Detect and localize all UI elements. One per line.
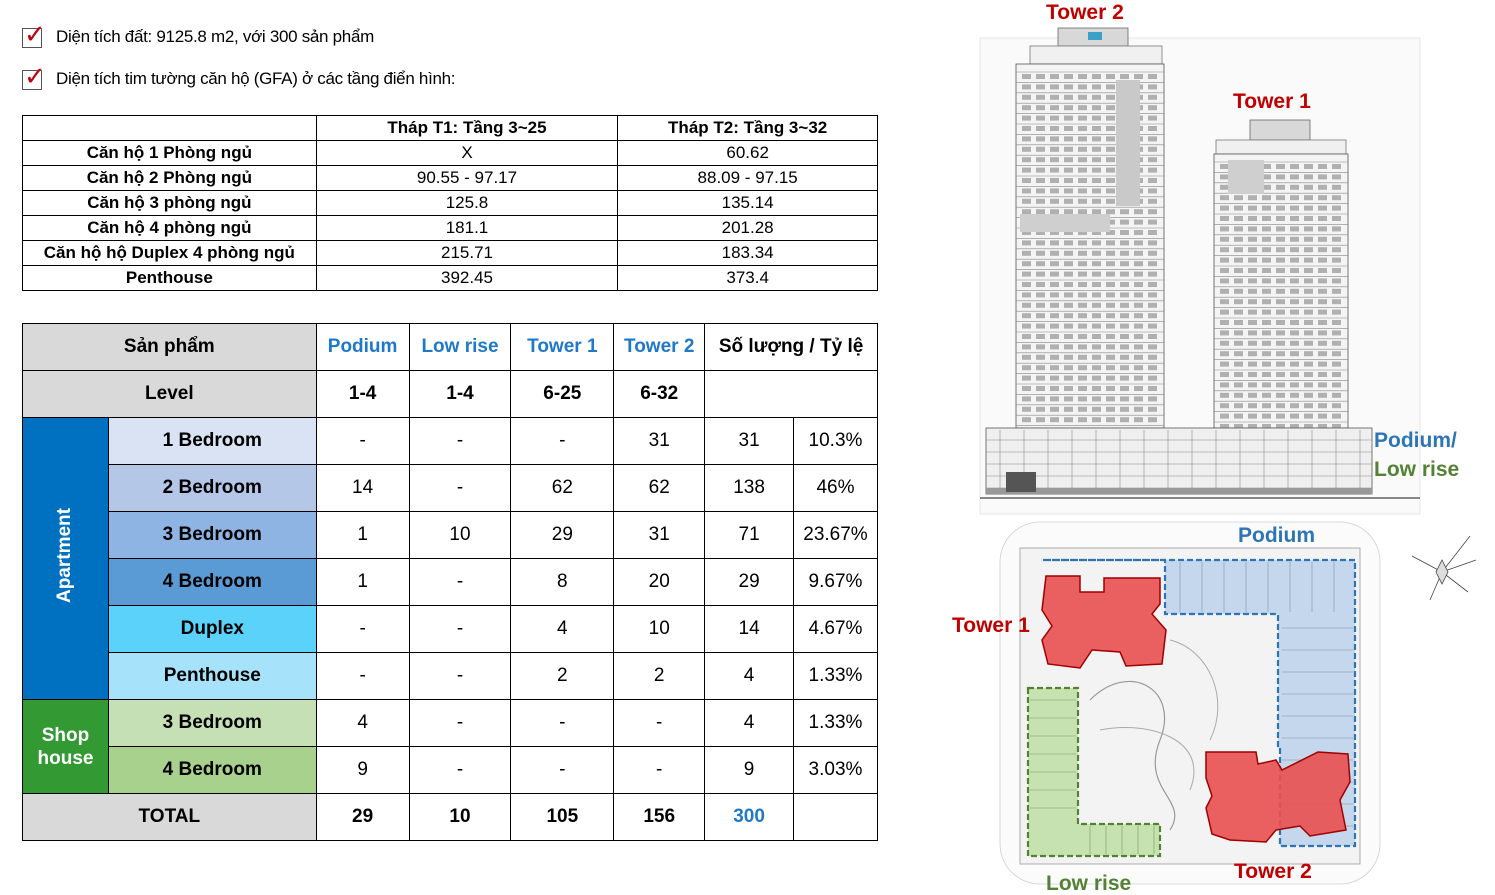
product-cell-qty: 4 xyxy=(705,653,794,700)
product-cell-lowrise: - xyxy=(409,418,511,465)
gfa-row-label: Căn hộ hộ Duplex 4 phòng ngủ xyxy=(23,241,317,266)
product-row xyxy=(23,465,878,512)
land-area-text: Diện tích đất: 9125.8 m2, với 300 sản phẩm xyxy=(56,27,374,46)
product-type-cell: 4 Bedroom xyxy=(108,747,316,794)
product-row xyxy=(23,700,878,747)
level-lowrise: 1-4 xyxy=(409,371,511,418)
gfa-cell: 125.8 xyxy=(316,191,618,216)
checkbox-tick-icon: ✓ xyxy=(24,62,46,92)
gfa-cell: 373.4 xyxy=(618,266,878,291)
product-cell-podium: - xyxy=(316,418,409,465)
gfa-row-label: Penthouse xyxy=(23,266,317,291)
product-cell-tower1: 4 xyxy=(511,606,614,653)
gfa-bullet xyxy=(22,62,456,92)
product-cell-podium: - xyxy=(316,653,409,700)
product-cell-pct: 3.03% xyxy=(793,747,877,794)
gfa-cell: 215.71 xyxy=(316,241,618,266)
total-quantity: 300 xyxy=(705,794,794,841)
product-cell-lowrise: - xyxy=(409,653,511,700)
group-shophouse-text: Shop house xyxy=(37,724,94,769)
group-apartment xyxy=(23,418,109,700)
product-cell-tower2: 31 xyxy=(614,418,705,465)
gfa-cell: 201.28 xyxy=(618,216,878,241)
product-type-cell: 1 Bedroom xyxy=(108,418,316,465)
product-cell-qty: 4 xyxy=(705,700,794,747)
gfa-header-t2: Tháp T2: Tầng 3~32 xyxy=(618,116,878,141)
elevation-tower1-label: Tower 1 xyxy=(1233,90,1311,113)
gfa-row xyxy=(23,166,878,191)
product-row xyxy=(23,606,878,653)
product-type-cell: 3 Bedroom xyxy=(108,512,316,559)
product-cell-tower2: - xyxy=(614,747,705,794)
gfa-cell: 60.62 xyxy=(618,141,878,166)
gfa-text: Diện tích tim tường căn hộ (GFA) ở các tầng điển hình: xyxy=(56,69,456,88)
product-cell-pct: 1.33% xyxy=(793,653,877,700)
total-pct-empty xyxy=(793,794,877,841)
product-cell-qty: 71 xyxy=(705,512,794,559)
product-cell-pct: 9.67% xyxy=(793,559,877,606)
product-type-cell: Penthouse xyxy=(108,653,316,700)
elevation-tower2-label: Tower 2 xyxy=(1046,1,1124,24)
product-cell-pct: 4.67% xyxy=(793,606,877,653)
header-lowrise: Low rise xyxy=(409,324,511,371)
product-cell-qty: 31 xyxy=(705,418,794,465)
product-cell-lowrise: 10 xyxy=(409,512,511,559)
product-cell-pct: 1.33% xyxy=(793,700,877,747)
site-plan xyxy=(1000,522,1380,884)
tower1-elevation xyxy=(1214,120,1348,429)
elevation-drawing xyxy=(980,28,1420,514)
gfa-cell: 90.55 - 97.17 xyxy=(316,166,618,191)
header-tower1: Tower 1 xyxy=(511,324,614,371)
product-cell-tower1: 62 xyxy=(511,465,614,512)
product-cell-lowrise: - xyxy=(409,700,511,747)
product-type-cell: 4 Bedroom xyxy=(108,559,316,606)
product-cell-qty: 14 xyxy=(705,606,794,653)
product-cell-podium: 4 xyxy=(316,700,409,747)
product-row xyxy=(23,512,878,559)
plan-lowrise-label: Low rise xyxy=(1046,872,1132,895)
elevation-podium-label: Podium/ xyxy=(1374,429,1457,452)
level-tower1: 6-25 xyxy=(511,371,614,418)
product-row xyxy=(23,418,878,465)
gfa-row-label: Căn hộ 1 Phòng ngủ xyxy=(23,141,317,166)
header-podium: Podium xyxy=(316,324,409,371)
product-cell-tower1: - xyxy=(511,700,614,747)
compass-icon xyxy=(1412,536,1476,600)
header-product: Sản phẩm xyxy=(23,324,317,371)
architectural-drawings xyxy=(930,0,1495,895)
product-cell-pct: 10.3% xyxy=(793,418,877,465)
total-podium: 29 xyxy=(316,794,409,841)
product-cell-podium: 9 xyxy=(316,747,409,794)
tower2-elevation xyxy=(1016,28,1164,433)
product-cell-tower1: - xyxy=(511,418,614,465)
level-podium: 1-4 xyxy=(316,371,409,418)
group-apartment-text: Apartment xyxy=(54,507,76,603)
elevation-lowrise-label: Low rise xyxy=(1374,458,1460,481)
product-cell-tower2: 31 xyxy=(614,512,705,559)
plan-podium-label: Podium xyxy=(1238,524,1315,547)
header-tower2: Tower 2 xyxy=(614,324,705,371)
level-empty xyxy=(705,371,878,418)
product-cell-tower1: - xyxy=(511,747,614,794)
product-row xyxy=(23,747,878,794)
product-row xyxy=(23,559,878,606)
podium-elevation xyxy=(986,428,1372,494)
gfa-row xyxy=(23,216,878,241)
gfa-cell: 183.34 xyxy=(618,241,878,266)
gfa-row-label: Căn hộ 3 phòng ngủ xyxy=(23,191,317,216)
plan-tower2-label: Tower 2 xyxy=(1234,860,1312,883)
gfa-header-row xyxy=(23,116,878,141)
product-cell-lowrise: - xyxy=(409,465,511,512)
product-type-cell: Duplex xyxy=(108,606,316,653)
plan-tower1-label: Tower 1 xyxy=(952,614,1030,637)
gfa-row xyxy=(23,141,878,166)
product-cell-tower1: 2 xyxy=(511,653,614,700)
gfa-cell: 392.45 xyxy=(316,266,618,291)
gfa-row-label: Căn hộ 4 phòng ngủ xyxy=(23,216,317,241)
gfa-header-t1: Tháp T1: Tầng 3~25 xyxy=(316,116,618,141)
product-cell-podium: 1 xyxy=(316,559,409,606)
gfa-row xyxy=(23,266,878,291)
product-cell-tower2: 2 xyxy=(614,653,705,700)
level-row xyxy=(23,371,878,418)
gfa-cell: X xyxy=(316,141,618,166)
product-cell-qty: 29 xyxy=(705,559,794,606)
product-cell-podium: 1 xyxy=(316,512,409,559)
total-row xyxy=(23,794,878,841)
gfa-cell: 181.1 xyxy=(316,216,618,241)
product-cell-tower1: 29 xyxy=(511,512,614,559)
product-cell-podium: 14 xyxy=(316,465,409,512)
header-quantity: Số lượng / Tỷ lệ xyxy=(705,324,878,371)
product-header-row xyxy=(23,324,878,371)
group-shophouse xyxy=(23,700,109,794)
product-type-cell: 2 Bedroom xyxy=(108,465,316,512)
level-label: Level xyxy=(23,371,317,418)
product-cell-tower1: 8 xyxy=(511,559,614,606)
product-cell-lowrise: - xyxy=(409,606,511,653)
product-cell-qty: 9 xyxy=(705,747,794,794)
total-label: TOTAL xyxy=(23,794,317,841)
gfa-table xyxy=(22,115,878,291)
product-cell-lowrise: - xyxy=(409,559,511,606)
gfa-cell: 135.14 xyxy=(618,191,878,216)
land-area-bullet xyxy=(22,20,374,50)
checkbox-tick-icon: ✓ xyxy=(24,20,46,50)
product-cell-pct: 23.67% xyxy=(793,512,877,559)
total-tower1: 105 xyxy=(511,794,614,841)
product-cell-tower2: - xyxy=(614,700,705,747)
product-row xyxy=(23,653,878,700)
total-lowrise: 10 xyxy=(409,794,511,841)
product-cell-qty: 138 xyxy=(705,465,794,512)
gfa-row xyxy=(23,241,878,266)
product-cell-tower2: 10 xyxy=(614,606,705,653)
product-cell-pct: 46% xyxy=(793,465,877,512)
total-tower2: 156 xyxy=(614,794,705,841)
product-table xyxy=(22,323,878,841)
gfa-header-empty xyxy=(23,116,317,141)
level-tower2: 6-32 xyxy=(614,371,705,418)
product-cell-tower2: 62 xyxy=(614,465,705,512)
product-cell-podium: - xyxy=(316,606,409,653)
product-type-cell: 3 Bedroom xyxy=(108,700,316,747)
gfa-row-label: Căn hộ 2 Phòng ngủ xyxy=(23,166,317,191)
product-cell-tower2: 20 xyxy=(614,559,705,606)
product-cell-lowrise: - xyxy=(409,747,511,794)
gfa-row xyxy=(23,191,878,216)
gfa-cell: 88.09 - 97.15 xyxy=(618,166,878,191)
